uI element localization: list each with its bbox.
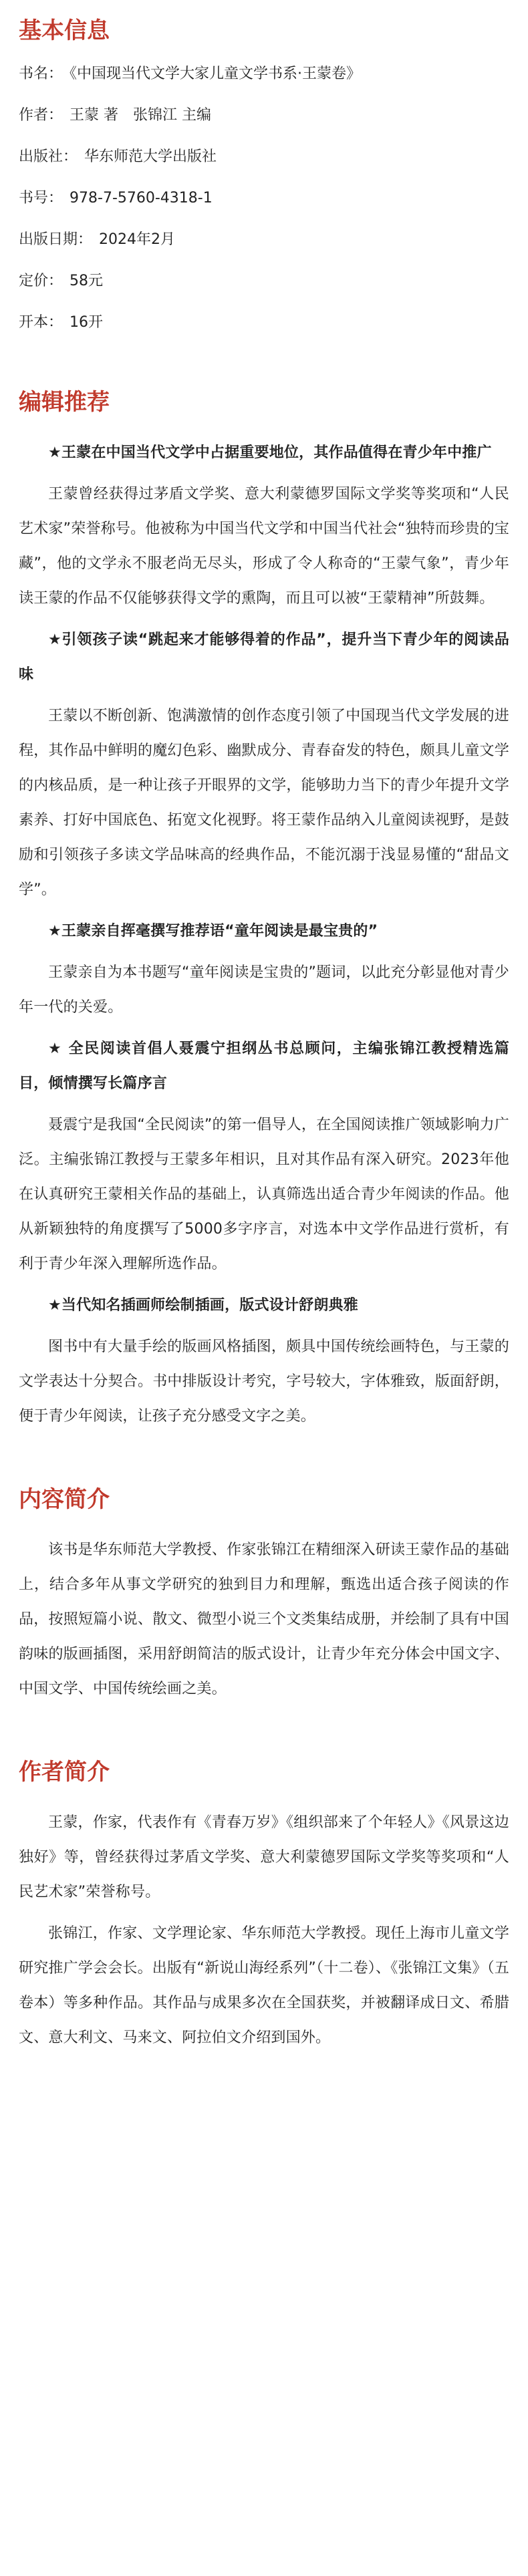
info-line <box>19 106 509 126</box>
recommendation-section <box>19 386 509 1434</box>
body-paragraph: 王蒙曾经获得过茅盾文学奖、意大利蒙德罗国际文学奖等奖项和“人民艺术家”荣誉称号。他被称为中国当代文学和中国当代社会“独特而珍贵的宝藏”，他的文学永不服老尚无尽头，形成了令人称奇的“王蒙气象”，青少年读王蒙的作品不仅能够获得文学的熏陶，而且可以被“王蒙精神”所鼓舞。 <box>19 486 509 607</box>
highlight-paragraph: ★王蒙亲自挥毫撰写推荐语“童年阅读是最宝贵的” <box>48 923 378 940</box>
recommendation-title: 编辑推荐 <box>19 389 110 416</box>
info-line <box>19 64 509 84</box>
recommendation-list <box>19 436 509 1434</box>
info-value: 华东师范大学出版社 <box>84 148 217 165</box>
info-label: 书名： <box>19 65 63 82</box>
info-line <box>19 230 509 250</box>
highlight-paragraph: ★当代知名插画师绘制插画，版式设计舒朗典雅 <box>48 1297 358 1314</box>
info-value: 978-7-5760-4318-1 <box>70 190 213 206</box>
highlight-paragraph: ★引领孩子读“跳起来才能够得着的作品”，提升当下青少年的阅读品味 <box>19 631 509 683</box>
author-title: 作者简介 <box>19 1759 110 1785</box>
author-section <box>19 1756 509 2055</box>
body-paragraph: 聂震宁是我国“全民阅读”的第一倡导人，在全国阅读推广领域影响力广泛。主编张锦江教授与王蒙多年相识，且对其作品有深入研究。2023年他在认真研究王蒙相关作品的基础上，认真筛选出适合青少年阅读的作品。他从新颖独特的角度撰写了5000多字序言，对选本中文学作品进行赏析，有利于青少年深入理解所选作品。 <box>19 1117 509 1272</box>
highlight-paragraph: ★ 全民阅读首倡人聂震宁担纲丛书总顾问，主编张锦江教授精选篇目，倾情撰写长篇序言 <box>19 1040 509 1092</box>
info-line <box>19 271 509 291</box>
info-value: 王蒙 著 张锦江 主编 <box>70 107 212 124</box>
summary-title: 内容简介 <box>19 1486 110 1513</box>
highlight-paragraph: ★王蒙在中国当代文学中占据重要地位，其作品值得在青少年中推广 <box>48 444 492 461</box>
basic-info-title: 基本信息 <box>19 17 110 44</box>
info-value: 16开 <box>70 314 104 331</box>
body-paragraph: 王蒙，作家，代表作有《青春万岁》《组织部来了个年轻人》《风景这边独好》等，曾经获得过茅盾文学奖、意大利蒙德罗国际文学奖等奖项和“人民艺术家”荣誉称号。 <box>19 1814 509 1900</box>
summary-list <box>19 1533 509 1707</box>
info-value: 2024年2月 <box>99 231 176 248</box>
author-list <box>19 1806 509 2055</box>
basic-info-section <box>19 15 509 333</box>
info-label: 作者： <box>19 107 63 124</box>
summary-section <box>19 1483 509 1707</box>
body-paragraph: 张锦江，作家、文学理论家、华东师范大学教授。现任上海市儿童文学研究推广学会会长。出版有“新说山海经系列”（十二卷）、《张锦江文集》（五卷本）等多种作品。其作品与成果多次在全国获奖，并被翻译成日文、希腊文、意大利文、马来文、阿拉伯文介绍到国外。 <box>19 1925 509 2046</box>
info-value: 《中国现当代文学大家儿童文学书系·王蒙卷》 <box>70 65 362 82</box>
info-label: 出版社： <box>19 148 78 165</box>
body-paragraph: 王蒙亲自为本书题写“童年阅读是宝贵的”题词，以此充分彰显他对青少年一代的关爱。 <box>19 964 509 1016</box>
body-paragraph: 王蒙以不断创新、饱满激情的创作态度引领了中国现当代文学发展的进程，其作品中鲜明的魔幻色彩、幽默成分、青春奋发的特色，颇具儿童文学的内核品质，是一种让孩子开眼界的文学，能够助力当下的青少年提升文学素养、打好中国底色、拓宽文化视野。将王蒙作品纳入儿童阅读视野，是鼓励和引领孩子多读文学品味高的经典作品，不能沉溺于浅显易懂的“甜品文学”。 <box>19 708 509 898</box>
body-paragraph: 该书是华东师范大学教授、作家张锦江在精细深入研读王蒙作品的基础上，结合多年从事文学研究的独到目力和理解，甄选出适合孩子阅读的作品，按照短篇小说、散文、微型小说三个文类集结成册，并绘制了具有中国韵味的版画插图，采用舒朗简洁的版式设计，让青少年充分体会中国文字、中国文学、中国传统绘画之美。 <box>19 1542 509 1697</box>
basic-info-list <box>19 64 509 333</box>
info-line <box>19 313 509 333</box>
info-label: 开本： <box>19 314 63 331</box>
info-label: 出版日期： <box>19 231 93 248</box>
info-label: 书号： <box>19 190 63 206</box>
info-line <box>19 147 509 167</box>
info-line <box>19 188 509 208</box>
body-paragraph: 图书中有大量手绘的版画风格插图，颇具中国传统绘画特色，与王蒙的文学表达十分契合。书中排版设计考究，字号较大，字体雅致，版面舒朗，便于青少年阅读，让孩子充分感受文字之美。 <box>19 1338 509 1425</box>
info-value: 58元 <box>70 273 104 289</box>
info-label: 定价： <box>19 273 63 289</box>
